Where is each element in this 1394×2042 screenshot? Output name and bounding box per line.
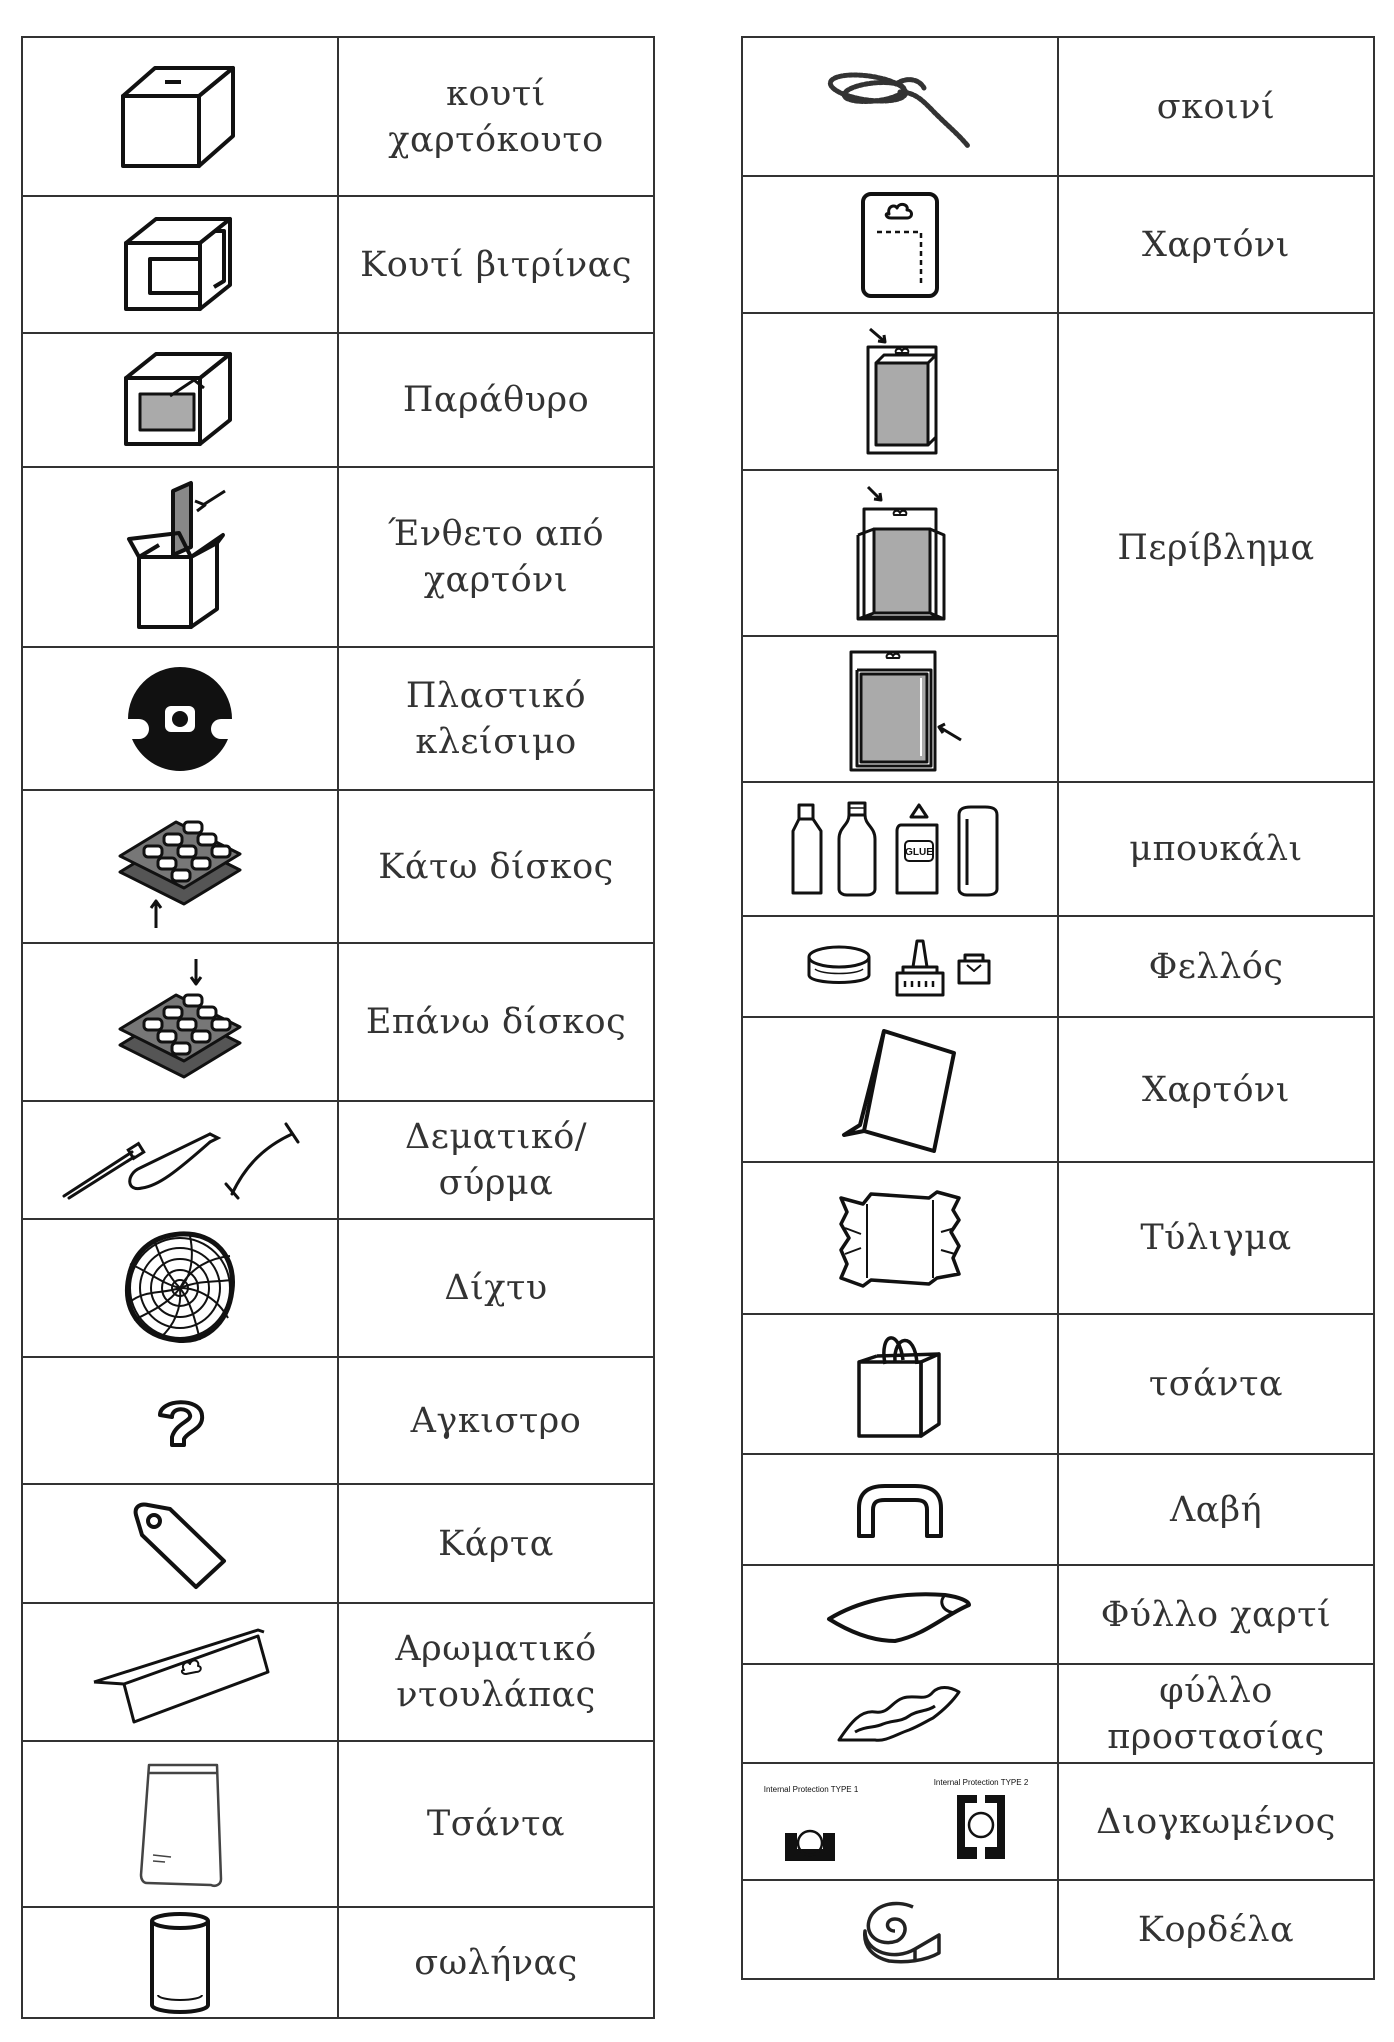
label-cell — [338, 1907, 654, 2018]
icon-cell — [742, 176, 1058, 313]
bottles-icon — [787, 801, 1013, 897]
table-row — [742, 1162, 1374, 1314]
left-packaging-table — [21, 36, 655, 2019]
icon-cell — [22, 37, 338, 196]
icon-cell — [22, 333, 338, 467]
protection-type-1-label: Internal Protection TYPE 1 — [763, 1784, 859, 1794]
window-box-icon — [120, 350, 240, 450]
cardboard-box-icon — [115, 62, 245, 172]
net-icon — [120, 1228, 240, 1348]
table-row — [742, 1664, 1374, 1763]
row-label: Κάτω δίσκος — [378, 846, 614, 887]
string-icon — [820, 62, 980, 152]
tube-icon — [145, 1911, 215, 2015]
label-cell — [1058, 1454, 1374, 1565]
row-label: Ένθετο από χαρτόνι — [387, 514, 605, 600]
icon-cell — [22, 790, 338, 943]
label-cell — [338, 943, 654, 1101]
top-tray-icon — [110, 957, 250, 1087]
folded-card-icon — [840, 1025, 960, 1155]
label-cell — [338, 647, 654, 790]
table-row — [742, 782, 1374, 916]
row-label: Κουτί βιτρίνας — [360, 244, 632, 285]
blister-icon-3 — [835, 644, 965, 774]
row-label: Χαρτόνι — [1141, 1069, 1291, 1110]
label-cell — [338, 1603, 654, 1741]
row-label: Παράθυρο — [402, 380, 590, 420]
table-row — [742, 1017, 1374, 1162]
icon-cell — [22, 196, 338, 333]
icon-cell — [742, 782, 1058, 916]
label-cell — [1058, 916, 1374, 1017]
label-cell — [1058, 1763, 1374, 1880]
cable-tie-icon — [60, 1120, 300, 1200]
icon-cell — [22, 1484, 338, 1603]
icon-cell — [22, 1101, 338, 1219]
row-label: Περίβλημα — [1117, 527, 1315, 568]
table-row — [22, 943, 654, 1101]
table-row — [742, 1454, 1374, 1565]
icon-cell — [742, 1763, 1058, 1880]
icon-cell — [742, 1314, 1058, 1454]
table-row — [742, 1565, 1374, 1664]
label-cell — [1058, 1162, 1374, 1314]
label-cell — [338, 196, 654, 333]
icon-cell — [22, 647, 338, 790]
row-label: τσάντα — [1148, 1364, 1284, 1404]
handle-icon — [855, 1482, 945, 1538]
row-label: Πλαστικό κλείσιμο — [405, 675, 587, 762]
tag-icon — [130, 1499, 230, 1589]
table-row — [742, 176, 1374, 313]
icon-cell — [742, 1880, 1058, 1979]
icon-cell — [742, 37, 1058, 176]
icon-cell — [742, 1454, 1058, 1565]
label-cell — [338, 467, 654, 647]
row-label: Επάνω δίσκος — [365, 1002, 627, 1042]
icon-cell — [22, 1907, 338, 2018]
icon-cell — [22, 467, 338, 647]
label-cell — [1058, 782, 1374, 916]
row-label: Τσάντα — [426, 1804, 566, 1844]
right-packaging-table — [741, 36, 1375, 1980]
row-label: Αγκιστρο — [410, 1400, 582, 1441]
table-row — [22, 1741, 654, 1907]
label-cell — [1058, 37, 1374, 176]
table-row — [22, 467, 654, 647]
wrap-icon — [837, 1188, 963, 1288]
row-label: Τύλιγμα — [1140, 1218, 1292, 1258]
label-cell — [1058, 1664, 1374, 1763]
row-label: Κάρτα — [438, 1523, 554, 1564]
row-label: μπουκάλι — [1129, 829, 1303, 869]
ribbon-icon — [855, 1895, 945, 1965]
display-box-icon — [120, 215, 240, 315]
label-cell — [1058, 1565, 1374, 1664]
table-row — [742, 1880, 1374, 1979]
table-row — [22, 196, 654, 333]
table-row — [742, 1314, 1374, 1454]
table-row — [22, 1907, 654, 2018]
icon-cell — [22, 1741, 338, 1907]
table-row — [22, 790, 654, 943]
row-label: Κορδέλα — [1137, 1909, 1295, 1950]
label-cell — [1058, 1880, 1374, 1979]
pouch-bag-icon — [135, 1759, 225, 1889]
table-row — [22, 647, 654, 790]
row-label: Δίχτυ — [444, 1268, 548, 1308]
table-row — [22, 1101, 654, 1219]
label-cell — [338, 1741, 654, 1907]
icon-cell — [742, 916, 1058, 1017]
row-label: Λαβή — [1169, 1489, 1263, 1530]
icon-cell — [22, 1603, 338, 1741]
blister-icon-2 — [850, 485, 950, 621]
label-cell — [1058, 1314, 1374, 1454]
table-row — [742, 313, 1374, 470]
row-label: Φελλός — [1148, 946, 1284, 987]
foam-protection-icon — [765, 1779, 1035, 1865]
table-row — [742, 916, 1374, 1017]
table-row — [742, 1763, 1374, 1880]
label-cell — [338, 1357, 654, 1484]
hook-icon — [150, 1391, 210, 1451]
label-cell — [338, 333, 654, 467]
icon-cell — [22, 1219, 338, 1357]
row-label: σωλήνας — [414, 1942, 578, 1983]
label-cell — [338, 1101, 654, 1219]
blister-icon-1 — [850, 327, 950, 457]
row-label: φύλλο προστασίας — [1107, 1670, 1325, 1757]
icon-cell — [22, 943, 338, 1101]
label-cell — [338, 1484, 654, 1603]
label-cell — [338, 790, 654, 943]
icon-cell — [742, 1017, 1058, 1162]
icon-cell — [742, 1664, 1058, 1763]
shopping-bag-icon — [855, 1326, 945, 1442]
protection-type-2-label: Internal Protection TYPE 2 — [933, 1777, 1029, 1787]
row-label: κουτί χαρτόκουτο — [388, 73, 604, 160]
table-row — [742, 37, 1374, 176]
header-card-icon — [859, 190, 941, 300]
icon-cell — [742, 1162, 1058, 1314]
wardrobe-freshener-icon — [90, 1622, 270, 1722]
label-cell — [1058, 313, 1374, 782]
table-row — [22, 333, 654, 467]
table-row — [22, 1603, 654, 1741]
icon-cell — [742, 1565, 1058, 1664]
table-row — [22, 1357, 654, 1484]
label-cell — [338, 1219, 654, 1357]
row-label: Φύλλο χαρτί — [1100, 1594, 1332, 1635]
paper-sheet-icon — [825, 1585, 975, 1645]
row-label: Αρωματικό ντουλάπας — [395, 1629, 597, 1715]
icon-cell — [742, 636, 1058, 782]
table-row — [22, 37, 654, 196]
row-label: Χαρτόνι — [1141, 224, 1291, 265]
table-row — [22, 1219, 654, 1357]
cardboard-insert-icon — [125, 477, 235, 637]
icon-cell — [742, 313, 1058, 470]
protective-sheet-icon — [835, 1682, 965, 1746]
label-cell — [338, 37, 654, 196]
label-cell — [1058, 176, 1374, 313]
table-row — [22, 1484, 654, 1603]
plastic-clip-icon — [125, 664, 235, 774]
icon-cell — [22, 1357, 338, 1484]
icon-cell — [742, 470, 1058, 636]
row-label: Διογκωμένος — [1096, 1801, 1336, 1842]
row-label: Δεματικό/ σύρμα — [404, 1117, 588, 1203]
row-label: σκοινί — [1156, 86, 1276, 127]
label-cell — [1058, 1017, 1374, 1162]
caps-icon — [805, 935, 995, 999]
glue-label: GLUE — [905, 847, 933, 858]
bottom-tray-icon — [110, 802, 250, 932]
